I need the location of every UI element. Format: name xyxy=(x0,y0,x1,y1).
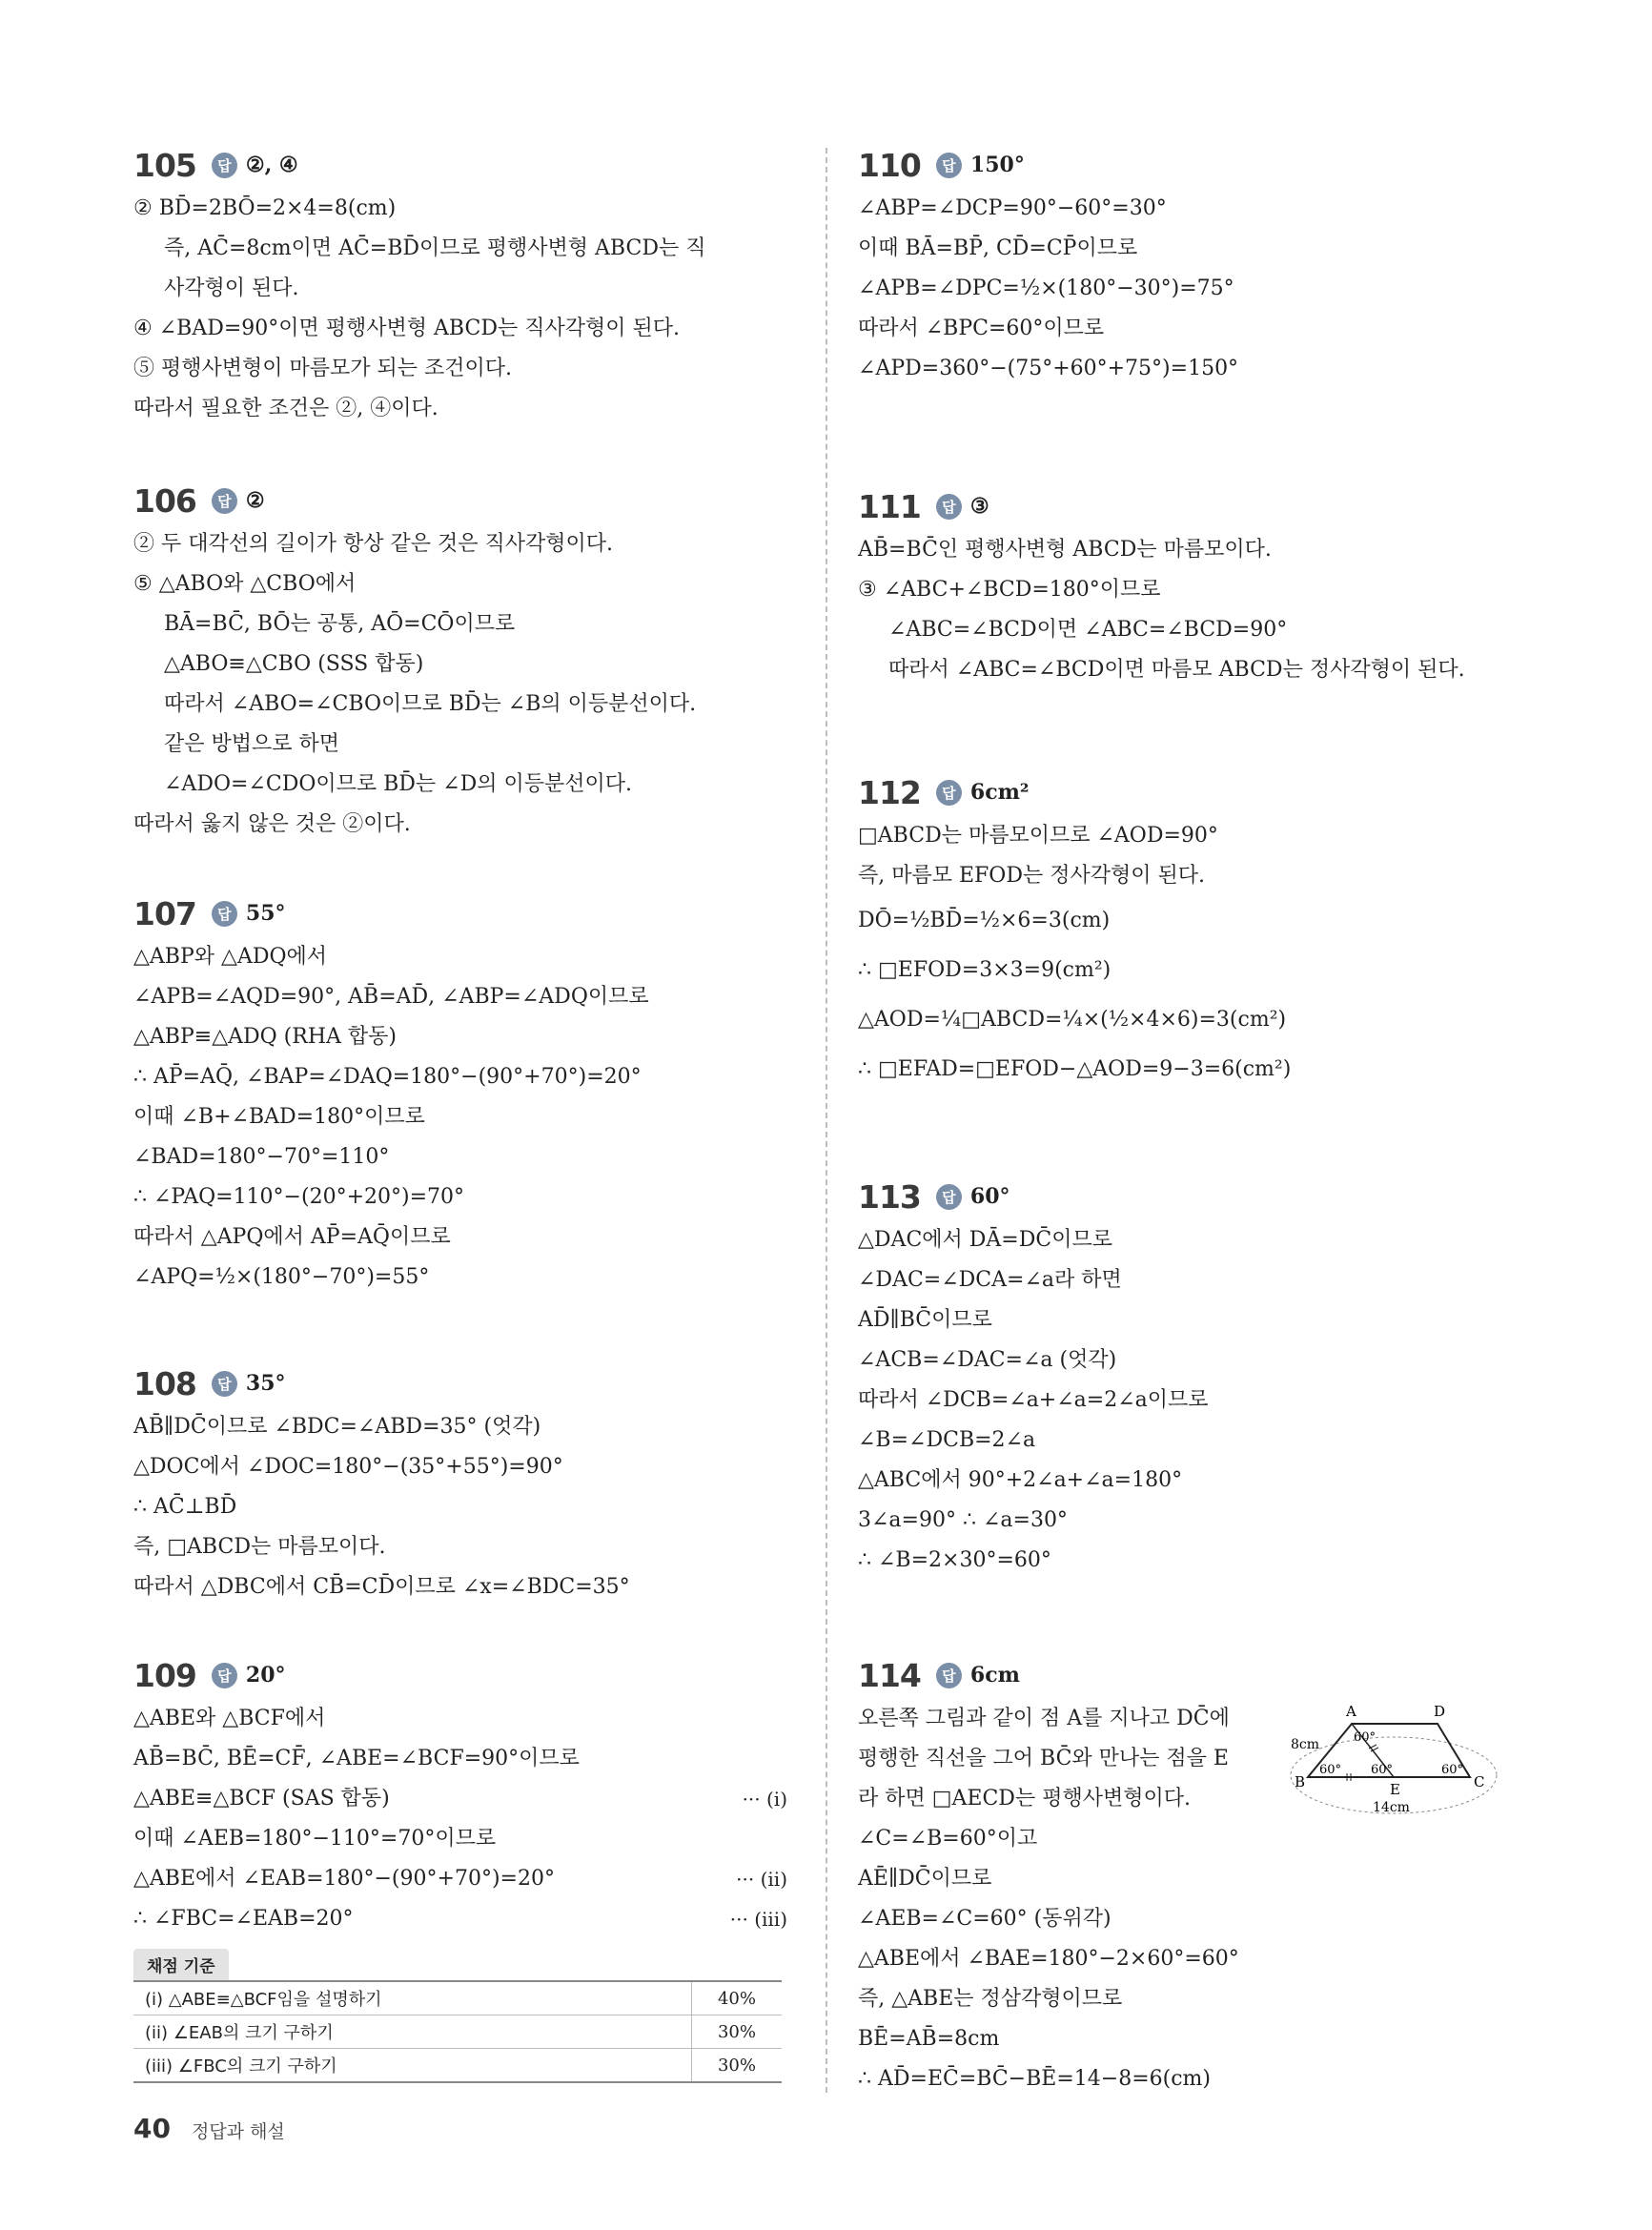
scoring-table xyxy=(133,1980,782,2083)
answer-badge: 답 xyxy=(936,780,962,806)
point-label: E xyxy=(1390,1781,1400,1798)
angle-label: 60° xyxy=(1354,1730,1377,1745)
criteria-label: (ii) ∠EAB의 크기 구하기 xyxy=(133,2015,692,2049)
solution-line: ∠BAD=180°−70°=110° xyxy=(133,1145,390,1169)
solution-line: AD̄∥BC̄이므로 xyxy=(858,1308,992,1332)
problem-number: 106 xyxy=(133,481,196,520)
solution-line: 즉, △ABE는 정삼각형이므로 xyxy=(858,1987,1123,2011)
problem-112 xyxy=(858,770,1516,1095)
solution-line: 사각형이 된다. xyxy=(164,276,299,300)
solution-line: 즉, □ABCD는 마름모이다. xyxy=(133,1535,386,1559)
solution-line: 즉, AC̄=8cm이면 AC̄=BD̄이므로 평행사변형 ABCD는 직 xyxy=(164,236,706,260)
solution-line: △ABC에서 90°+2∠a+∠a=180° xyxy=(858,1468,1183,1492)
answer-text: 60° xyxy=(969,1184,1010,1209)
solution-line: 따라서 ∠DCB=∠a+∠a=2∠a이므로 xyxy=(858,1388,1209,1412)
problem-106 xyxy=(133,479,791,845)
step-marker: ··· (iii) xyxy=(729,1908,787,1931)
answer-badge: 답 xyxy=(936,153,962,178)
solution-line: 이때 ∠AEB=180°−110°=70°이므로 xyxy=(133,1827,497,1851)
solution-line: ⑤ 평행사변형이 마름모가 되는 조건이다. xyxy=(133,357,512,380)
criteria-label: (i) △ABE≡△BCF임을 설명하기 xyxy=(133,1981,692,2015)
solution-line: 따라서 △APQ에서 AP̄=AQ̄이므로 xyxy=(133,1225,451,1249)
point-label: D xyxy=(1434,1703,1446,1720)
solution-line: □ABCD는 마름모이므로 ∠AOD=90° xyxy=(858,824,1218,848)
answer-badge: 답 xyxy=(212,901,237,927)
answer-badge: 답 xyxy=(936,494,962,520)
criteria-percent: 30% xyxy=(692,2015,783,2049)
solution-line: ∴ □EFOD=3×3=9(cm²) xyxy=(858,958,1112,982)
problem-number: 107 xyxy=(133,894,196,932)
scoring-title: 채점 기준 xyxy=(133,1949,229,1980)
answer-text: ②, ④ xyxy=(245,153,298,177)
side-length-label: 8cm xyxy=(1291,1737,1320,1752)
problem-110 xyxy=(858,143,1516,389)
problem-109 xyxy=(133,1653,791,2083)
solution-line: ⑤ △ABO와 △CBO에서 xyxy=(133,572,357,596)
solution-line: 따라서 ∠ABC=∠BCD이면 마름모 ABCD는 정사각형이 된다. xyxy=(888,658,1465,682)
solution-line: ② 두 대각선의 길이가 항상 같은 것은 직사각형이다. xyxy=(133,532,613,556)
table-row xyxy=(133,2049,782,2083)
table-row xyxy=(133,2015,782,2049)
solution-text: △ABE≡△BCF (SAS 합동) xyxy=(133,1787,390,1811)
solution-line: △ABP와 △ADQ에서 xyxy=(133,945,328,969)
problem-107 xyxy=(133,891,791,1298)
answer-badge: 답 xyxy=(212,153,237,178)
solution-line: 따라서 옳지 않은 것은 ②이다. xyxy=(133,812,411,836)
solution-line: AB̄∥DC̄이므로 ∠BDC=∠ABD=35° (엇각) xyxy=(133,1415,541,1439)
answer-badge: 답 xyxy=(212,1663,237,1688)
solution-line: 평행한 직선을 그어 BC̄와 만나는 점을 E xyxy=(858,1747,1229,1770)
solution-line: ∴ □EFAD=□EFOD−△AOD=9−3=6(cm²) xyxy=(858,1057,1292,1081)
solution-line: △AOD=¼□ABCD=¼×(½×4×6)=3(cm²) xyxy=(858,1008,1287,1032)
solution-line: ∠ABC=∠BCD이면 ∠ABC=∠BCD=90° xyxy=(888,618,1288,642)
answer-badge: 답 xyxy=(212,488,237,514)
point-label: A xyxy=(1346,1703,1356,1720)
solution-line: BĒ=AB̄=8cm xyxy=(858,2027,1000,2051)
solution-line: 오른쪽 그림과 같이 점 A를 지나고 DC̄에 xyxy=(858,1707,1230,1730)
solution-line: AĒ∥DC̄이므로 xyxy=(858,1867,992,1891)
answer-text: 150° xyxy=(969,153,1025,177)
step-marker: ··· (ii) xyxy=(736,1868,787,1891)
answer-text: 35° xyxy=(245,1371,286,1396)
problem-108 xyxy=(133,1361,791,1607)
solution-line: 즉, 마름모 EFOD는 정사각형이 된다. xyxy=(858,864,1205,888)
problem-number: 105 xyxy=(133,146,196,184)
angle-label: 60° xyxy=(1441,1763,1464,1777)
problem-number: 114 xyxy=(858,1656,921,1694)
scoring-criteria xyxy=(133,1949,782,2083)
solution-line: 따라서 필요한 조건은 ②, ④이다. xyxy=(133,397,438,420)
solution-line xyxy=(133,1779,791,1819)
solution-line: ③ ∠ABC+∠BCD=180°이므로 xyxy=(858,578,1161,602)
angle-label: 60° xyxy=(1319,1763,1342,1777)
solution-line: ② BD̄=2BŌ=2×4=8(cm) xyxy=(133,196,397,220)
solution-line: 따라서 △DBC에서 CB̄=CD̄이므로 ∠x=∠BDC=35° xyxy=(133,1575,630,1599)
answer-badge: 답 xyxy=(936,1184,962,1210)
solution-line: ④ ∠BAD=90°이면 평행사변형 ABCD는 직사각형이 된다. xyxy=(133,317,680,340)
problem-number: 113 xyxy=(858,1177,921,1216)
solution-line: 같은 방법으로 하면 xyxy=(164,732,340,756)
solution-line: ∠DAC=∠DCA=∠a라 하면 xyxy=(858,1268,1122,1292)
solution-line: 이때 BĀ=BP̄, CD̄=CP̄이므로 xyxy=(858,236,1138,260)
criteria-percent: 40% xyxy=(692,1981,783,2015)
footer-label: 정답과 해설 xyxy=(191,2121,285,2142)
page-footer xyxy=(133,2113,285,2144)
solution-line: △ABO≡△CBO (SSS 합동) xyxy=(164,652,424,676)
solution-line: ∠B=∠DCB=2∠a xyxy=(858,1428,1036,1452)
solution-line: △ABP≡△ADQ (RHA 합동) xyxy=(133,1025,397,1049)
criteria-label: (iii) ∠FBC의 크기 구하기 xyxy=(133,2049,692,2083)
problem-number: 108 xyxy=(133,1364,196,1402)
solution-line: 이때 ∠B+∠BAD=180°이므로 xyxy=(133,1105,425,1129)
answer-text: 55° xyxy=(245,901,286,926)
solution-line: △ABE와 △BCF에서 xyxy=(133,1707,326,1730)
solution-text: ∴ ∠FBC=∠EAB=20° xyxy=(133,1907,354,1931)
solution-line: ∴ AC̄⊥BD̄ xyxy=(133,1495,237,1519)
point-label: B xyxy=(1295,1773,1306,1790)
solution-line: △ABE에서 ∠BAE=180°−2×60°=60° xyxy=(858,1947,1239,1971)
solution-line xyxy=(133,1859,791,1899)
solution-line: ∴ ∠B=2×30°=60° xyxy=(858,1548,1051,1572)
solution-line: ∠ADO=∠CDO이므로 BD̄는 ∠D의 이등분선이다. xyxy=(164,772,632,796)
solution-line: ∠APD=360°−(75°+60°+75°)=150° xyxy=(858,357,1239,380)
solution-line: △DAC에서 DĀ=DC̄이므로 xyxy=(858,1228,1112,1252)
solution-line: DŌ=½BD̄=½×6=3(cm) xyxy=(858,909,1111,932)
solution-line: ∠AEB=∠C=60° (동위각) xyxy=(858,1907,1112,1931)
problem-111 xyxy=(858,484,1516,690)
problem-113 xyxy=(858,1175,1516,1581)
table-row xyxy=(133,1981,782,2015)
solution-line: AB̄=BC̄, BĒ=CF̄, ∠ABE=∠BCF=90°이므로 xyxy=(133,1747,580,1770)
solution-line: ∠C=∠B=60°이고 xyxy=(858,1827,1038,1851)
answer-badge: 답 xyxy=(936,1663,962,1688)
trapezoid-figure xyxy=(1287,1699,1516,1823)
answer-text: 20° xyxy=(245,1663,286,1688)
solution-line: 라 하면 □AECD는 평행사변형이다. xyxy=(858,1787,1191,1811)
step-marker: ··· (i) xyxy=(742,1788,787,1811)
solution-line: ∴ AP̄=AQ̄, ∠BAP=∠DAQ=180°−(90°+70°)=20° xyxy=(133,1065,642,1089)
solution-line: ∴ ∠PAQ=110°−(20°+20°)=70° xyxy=(133,1185,465,1209)
column-divider xyxy=(826,148,827,2093)
point-label: C xyxy=(1474,1773,1485,1790)
page-number: 40 xyxy=(133,2113,171,2144)
problem-number: 112 xyxy=(858,773,921,811)
solution-line: ∠APQ=½×(180°−70°)=55° xyxy=(133,1265,430,1289)
solution-line: BĀ=BC̄, BŌ는 공통, AŌ=CŌ이므로 xyxy=(164,612,516,636)
base-length-label: 14cm xyxy=(1373,1800,1410,1815)
solution-line: ∠APB=∠DPC=½×(180°−30°)=75° xyxy=(858,276,1234,300)
solution-line: 3∠a=90° ∴ ∠a=30° xyxy=(858,1508,1068,1532)
solution-line: ∠ACB=∠DAC=∠a (엇각) xyxy=(858,1348,1117,1372)
problem-114 xyxy=(858,1653,1516,2099)
solution-line: ∴ AD̄=EC̄=BC̄−BĒ=14−8=6(cm) xyxy=(858,2067,1211,2091)
solution-line: ∠APB=∠AQD=90°, AB̄=AD̄, ∠ABP=∠ADQ이므로 xyxy=(133,985,649,1009)
solution-line: ∠ABP=∠DCP=90°−60°=30° xyxy=(858,196,1167,220)
problem-number: 109 xyxy=(133,1656,196,1694)
angle-label: 60° xyxy=(1371,1763,1394,1777)
solution-text: △ABE에서 ∠EAB=180°−(90°+70°)=20° xyxy=(133,1867,555,1891)
answer-text: 6cm² xyxy=(969,780,1030,805)
problem-number: 111 xyxy=(858,487,921,525)
answer-badge: 답 xyxy=(212,1371,237,1397)
solution-line: 따라서 ∠ABO=∠CBO이므로 BD̄는 ∠B의 이등분선이다. xyxy=(164,692,697,716)
problem-number: 110 xyxy=(858,146,921,184)
answer-text: 6cm xyxy=(969,1663,1020,1688)
solution-line xyxy=(133,1899,791,1939)
answer-text: ② xyxy=(245,488,265,513)
problem-105 xyxy=(133,143,791,429)
answer-text: ③ xyxy=(969,494,989,519)
solution-line: AB̄=BC̄인 평행사변형 ABCD는 마름모이다. xyxy=(858,538,1272,562)
solution-line: 따라서 ∠BPC=60°이므로 xyxy=(858,317,1105,340)
criteria-percent: 30% xyxy=(692,2049,783,2083)
solution-line: △DOC에서 ∠DOC=180°−(35°+55°)=90° xyxy=(133,1455,563,1479)
